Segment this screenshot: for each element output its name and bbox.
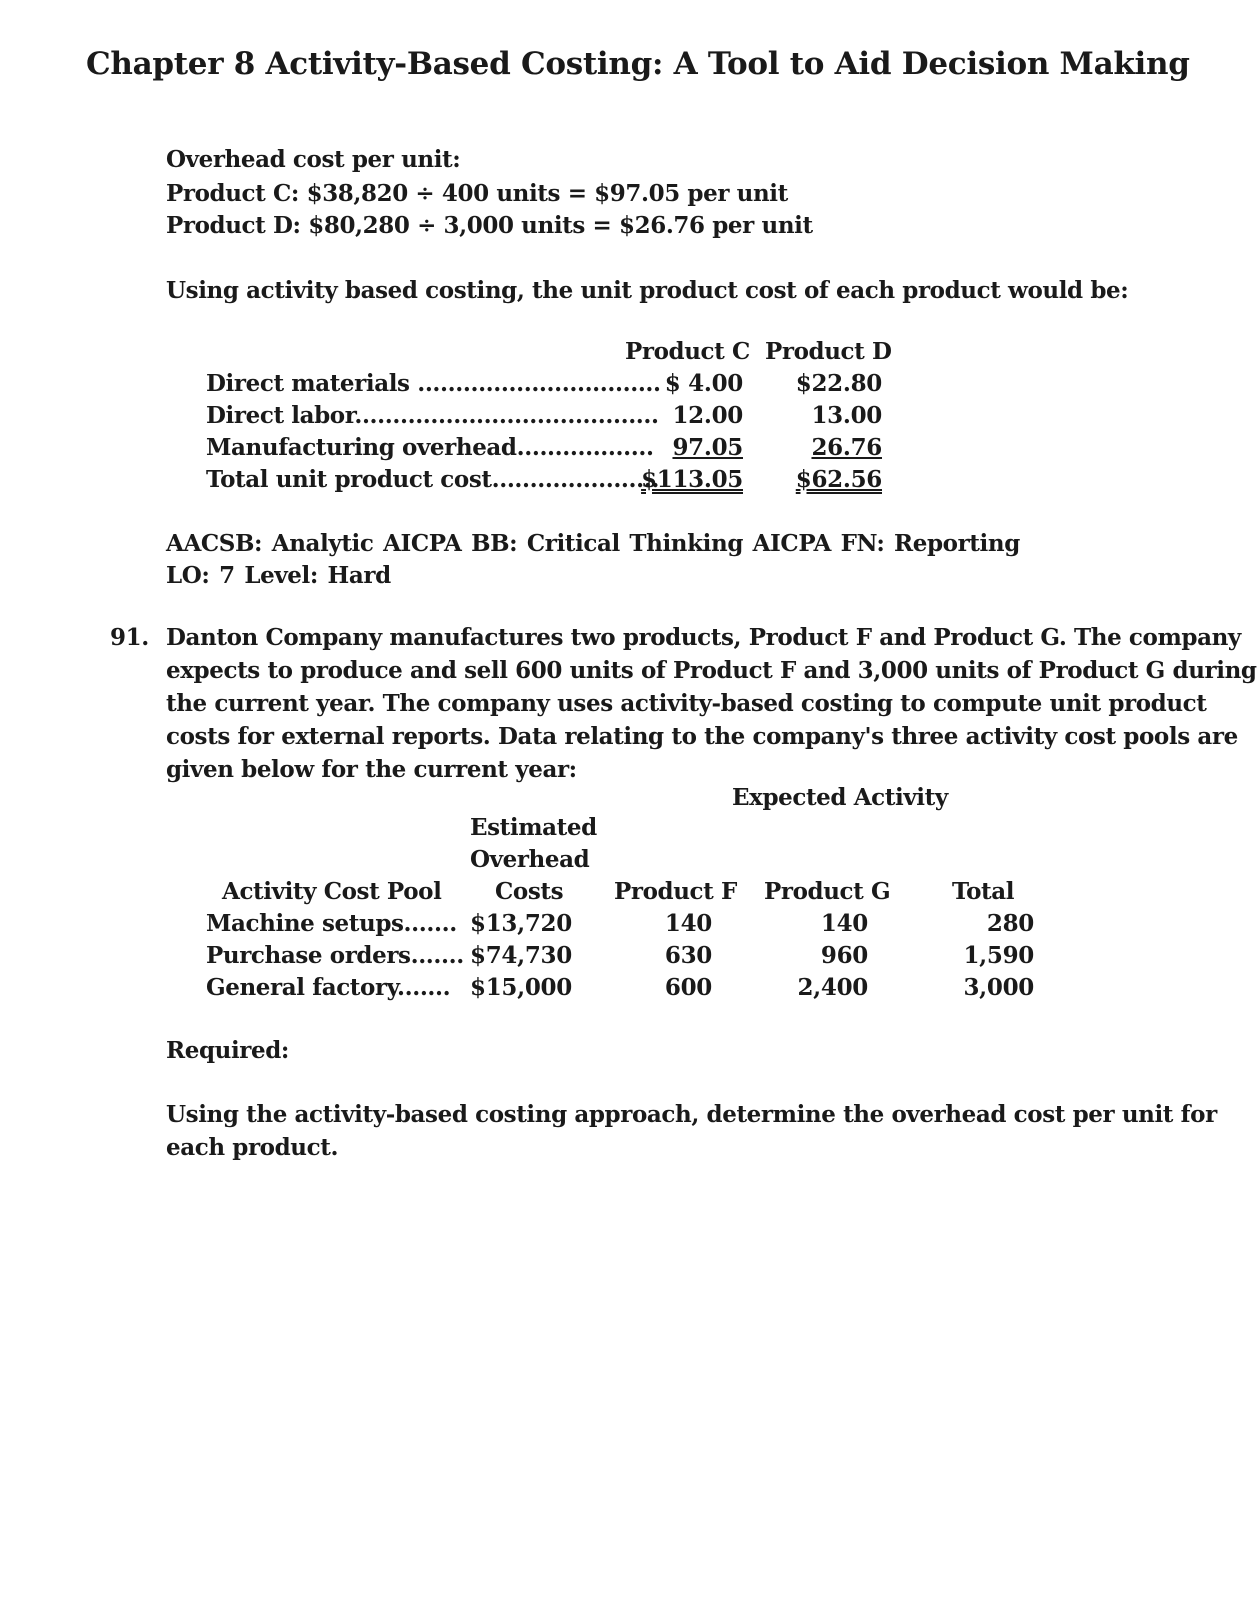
row-label-machine-setups: Machine setups....... <box>206 910 457 937</box>
cell-c-overhead-wrap <box>625 434 743 461</box>
col-header-product-g: Product G <box>764 878 891 905</box>
page-title: Chapter 8 Activity-Based Costing: A Tool to Aid Decision Making <box>86 46 1190 82</box>
cell-g-general-factory: 2,400 <box>797 974 868 1001</box>
row-label-general-factory: General factory....... <box>206 974 451 1001</box>
overhead-product-c: Product C: $38,820 ÷ 400 units = $97.05 per unit <box>166 180 788 207</box>
cell-d-direct-labor: 13.00 <box>811 402 882 429</box>
overhead-heading: Overhead cost per unit: <box>166 146 461 173</box>
cell-c-direct-materials: $ 4.00 <box>664 370 743 397</box>
cell-d-total-wrap <box>765 466 882 493</box>
col-header-product-d: Product D <box>765 338 892 365</box>
question-line: Danton Company manufactures two products, Product F and Product G. The company <box>166 624 1241 651</box>
col-header-activity-cost-pool: Activity Cost Pool <box>222 878 442 905</box>
required-line: Using the activity-based costing approach, determine the overhead cost per unit for <box>166 1101 1217 1128</box>
estimated-header-line-1: Estimated <box>470 814 597 841</box>
cell-d-manufacturing-overhead: 26.76 <box>811 434 882 461</box>
row-label-direct-materials: Direct materials ................................ <box>206 370 661 397</box>
cell-cost-general-factory: $15,000 <box>470 974 572 1001</box>
question-line: given below for the current year: <box>166 756 577 783</box>
cell-d-direct-materials: $22.80 <box>795 370 882 397</box>
tags-line-2: LO: 7 Level: Hard <box>166 562 391 589</box>
question-number: 91. <box>110 624 149 651</box>
cell-f-general-factory: 600 <box>664 974 712 1001</box>
cell-c-total-wrap <box>625 466 743 493</box>
required-heading: Required: <box>166 1037 290 1064</box>
col-header-total: Total <box>952 878 1015 905</box>
cell-g-purchase-orders: 960 <box>820 942 868 969</box>
cell-cost-purchase-orders: $74,730 <box>470 942 572 969</box>
cell-d-total-unit-cost: $62.56 <box>795 466 882 493</box>
question-line: the current year. The company uses activity-based costing to compute unit product <box>166 690 1207 717</box>
row-label-total-unit-cost: Total unit product cost...................... <box>206 466 659 493</box>
cell-g-machine-setups: 140 <box>820 910 868 937</box>
cell-c-direct-labor: 12.00 <box>672 402 743 429</box>
col-header-product-f: Product F <box>614 878 737 905</box>
tags-line-1: AACSB: Analytic AICPA BB: Critical Thinking AICPA FN: Reporting <box>166 530 1020 557</box>
question-line: expects to produce and sell 600 units of Product F and 3,000 units of Product G during <box>166 657 1257 684</box>
col-header-product-c: Product C <box>625 338 750 365</box>
cell-f-purchase-orders: 630 <box>664 942 712 969</box>
cell-total-purchase-orders: 1,590 <box>963 942 1034 969</box>
estimated-header-line-2: Overhead <box>470 846 590 873</box>
cell-total-machine-setups: 280 <box>986 910 1034 937</box>
cell-total-general-factory: 3,000 <box>963 974 1034 1001</box>
cell-cost-machine-setups: $13,720 <box>470 910 572 937</box>
cell-d-overhead-wrap <box>765 434 882 461</box>
estimated-header-line-3: Costs <box>495 878 564 905</box>
required-line: each product. <box>166 1134 339 1161</box>
question-line: costs for external reports. Data relating to the company's three activity cost pools are <box>166 723 1238 750</box>
cell-c-total-unit-cost: $113.05 <box>641 466 743 493</box>
row-label-direct-labor: Direct labor........................................ <box>206 402 659 429</box>
expected-activity-header: Expected Activity <box>732 784 948 811</box>
required-text <box>166 1098 1217 1164</box>
question-text <box>166 621 1257 786</box>
row-label-manufacturing-overhead: Manufacturing overhead.................. <box>206 434 654 461</box>
cell-f-machine-setups: 140 <box>664 910 712 937</box>
abc-intro: Using activity based costing, the unit product cost of each product would be: <box>166 277 1129 304</box>
cell-c-manufacturing-overhead: 97.05 <box>672 434 743 461</box>
overhead-product-d: Product D: $80,280 ÷ 3,000 units = $26.76 per unit <box>166 212 813 239</box>
row-label-purchase-orders: Purchase orders....... <box>206 942 464 969</box>
